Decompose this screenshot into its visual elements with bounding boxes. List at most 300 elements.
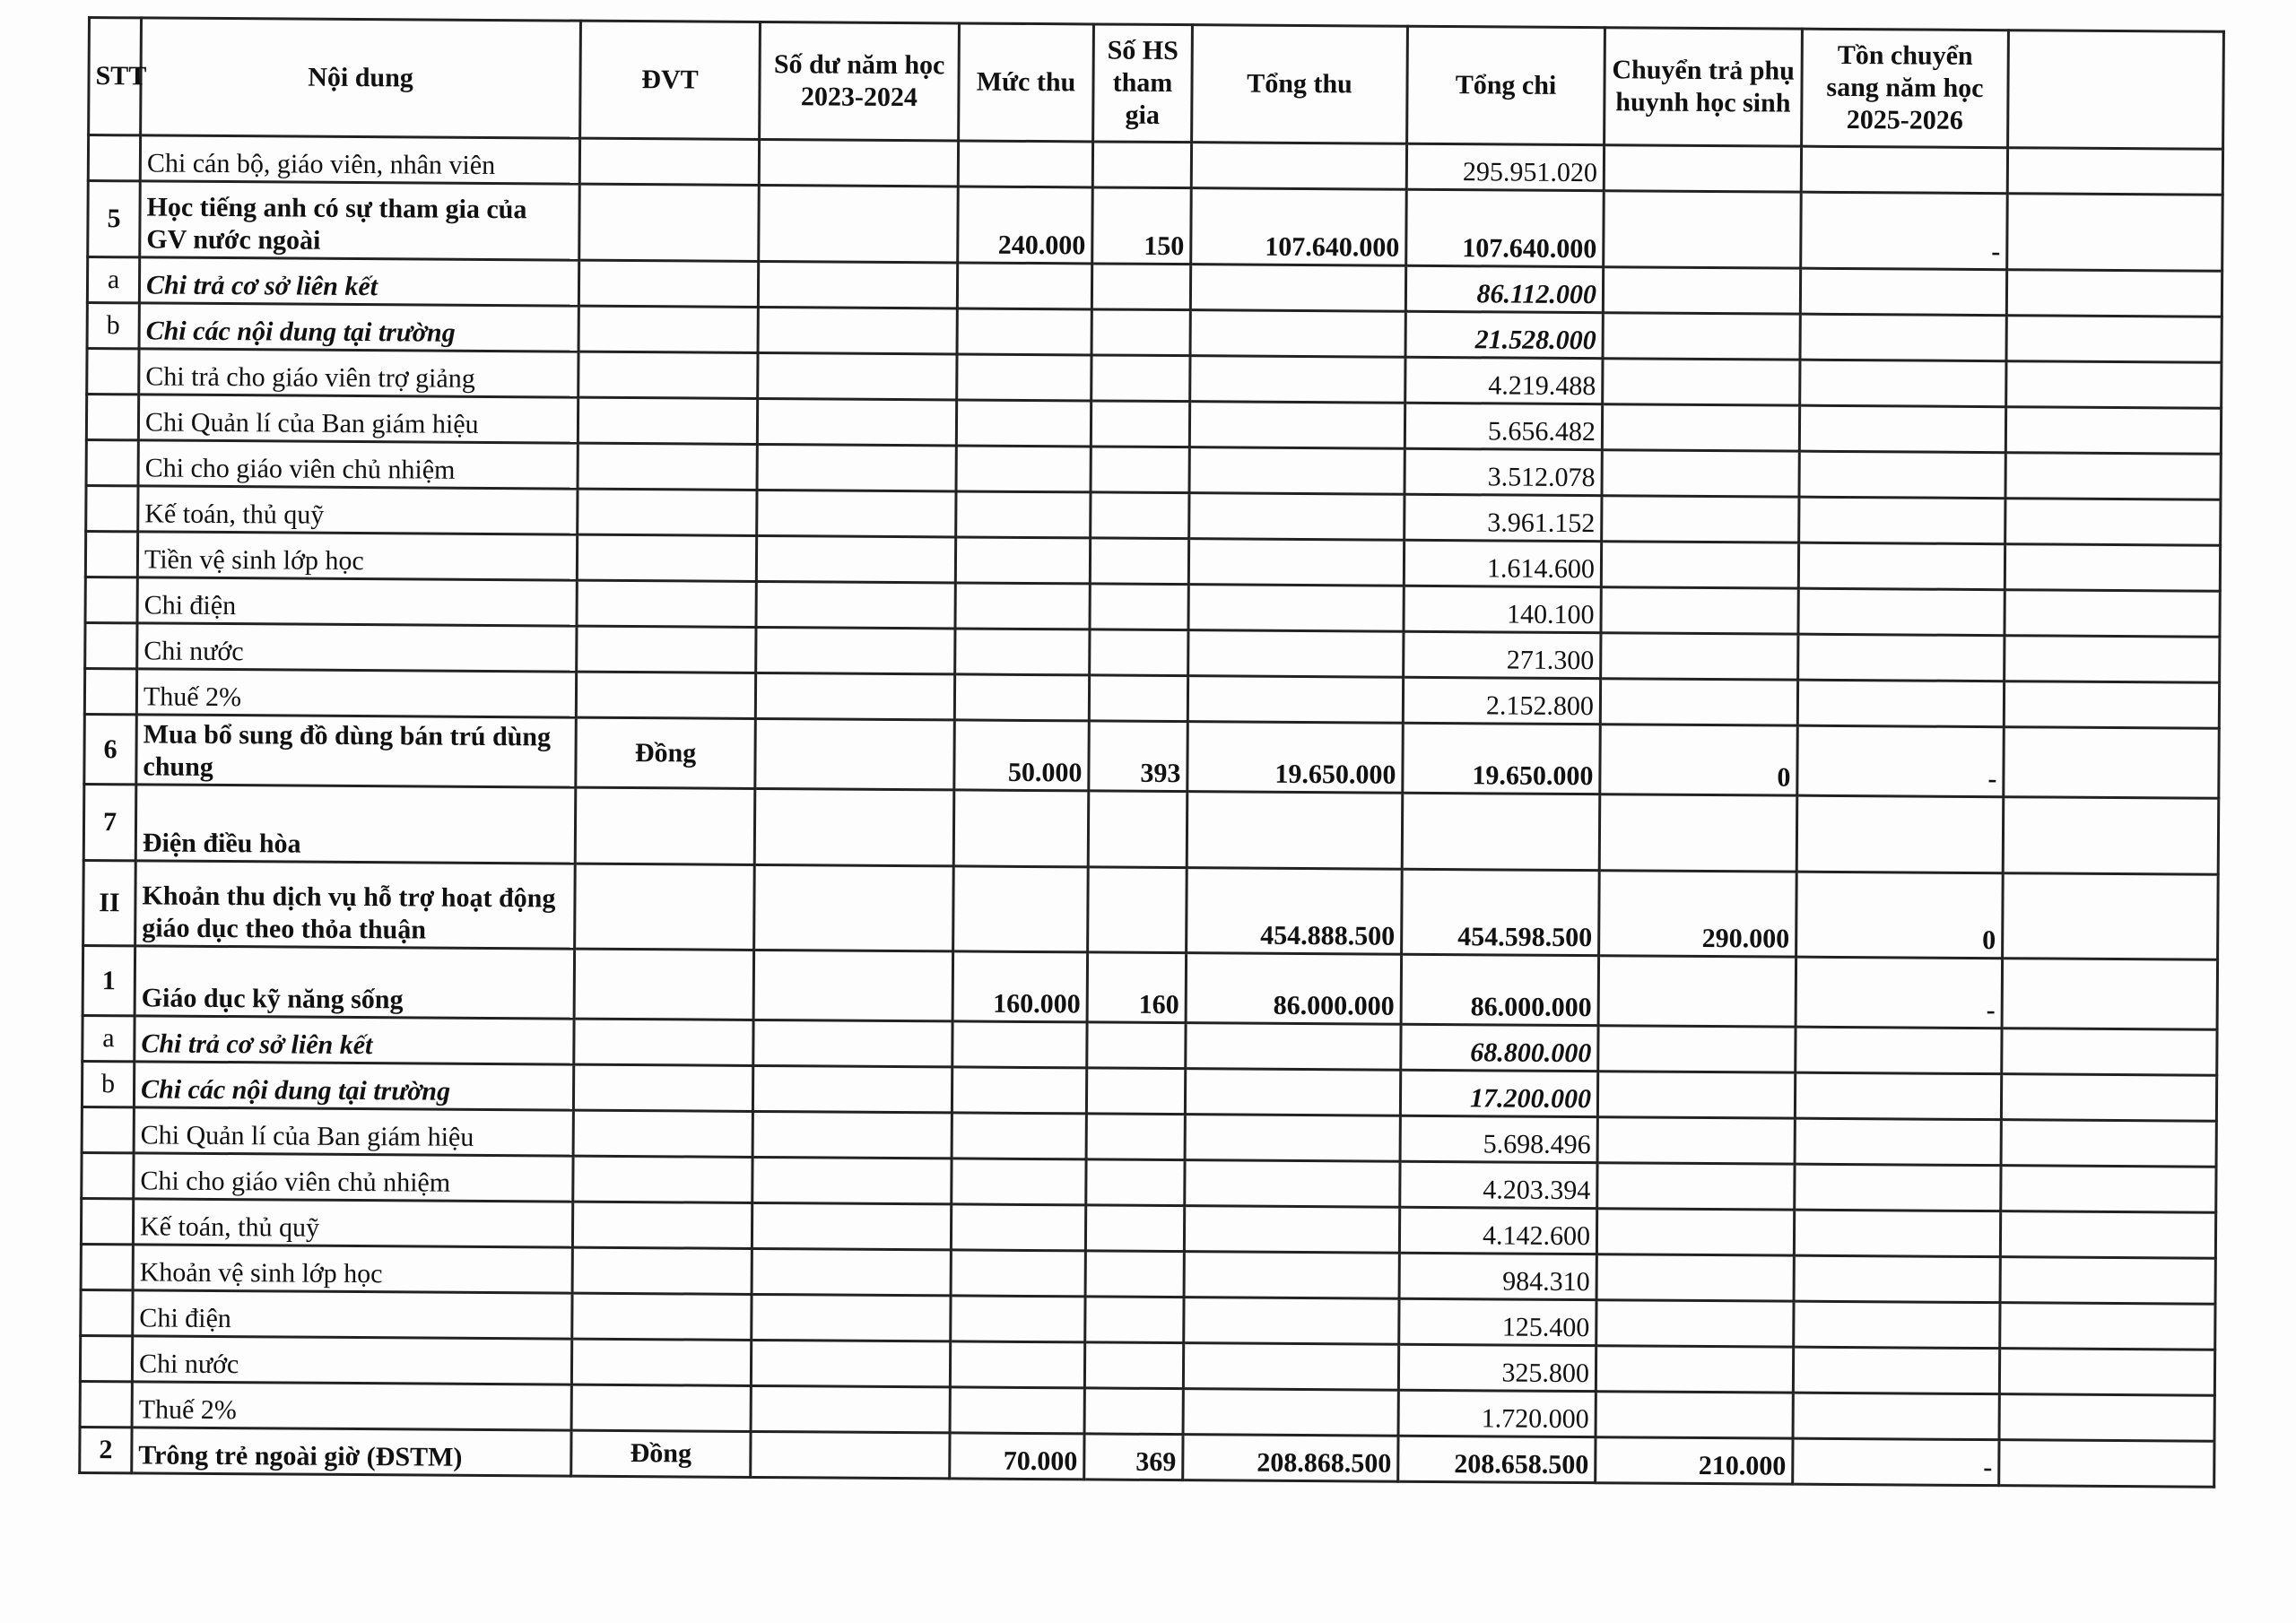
cell-so-hs — [1086, 1068, 1185, 1115]
cell-ton-chuyen — [1795, 1118, 2001, 1166]
cell-tong-thu: 86.000.000 — [1186, 953, 1402, 1025]
cell-tong-chi: 21.528.000 — [1405, 311, 1603, 358]
cell-content: Chi trả cho giáo viên trợ giảng — [139, 349, 578, 397]
cell-so-hs — [1091, 492, 1189, 539]
cell-ton-chuyen: 0 — [1796, 872, 2004, 959]
cell-tong-thu — [1185, 1115, 1400, 1162]
cell-chuyen-tra — [1599, 794, 1797, 872]
cell-so-du — [751, 1431, 950, 1478]
cell-extra — [2002, 1028, 2217, 1076]
cell-muc-thu — [957, 354, 1091, 401]
cell-dvt — [579, 138, 759, 185]
cell-tong-chi: 325.800 — [1398, 1344, 1596, 1391]
cell-so-hs — [1089, 675, 1187, 722]
cell-muc-thu — [952, 1067, 1086, 1114]
cell-content: Khoản thu dịch vụ hỗ trợ hoạt động giáo dục theo thỏa thuận — [135, 861, 576, 949]
cell-extra — [2002, 959, 2218, 1030]
cell-tong-thu — [1187, 792, 1403, 870]
cell-ton-chuyen: - — [1796, 957, 2003, 1028]
cell-tong-thu: 107.640.000 — [1191, 188, 1407, 266]
cell-so-du — [757, 444, 956, 490]
cell-extra — [1999, 1394, 2214, 1442]
cell-chuyen-tra — [1603, 359, 1800, 405]
cell-tong-thu — [1190, 356, 1405, 404]
cell-tong-chi: 295.951.020 — [1406, 143, 1604, 190]
table-header-row — [89, 18, 2224, 150]
cell-muc-thu — [955, 583, 1090, 629]
cell-stt: 7 — [83, 784, 136, 860]
cell-ton-chuyen: - — [1797, 725, 2005, 797]
cell-tong-chi: 86.000.000 — [1401, 954, 1599, 1025]
cell-muc-thu — [953, 790, 1089, 867]
cell-content: Chi các nội dung tại trường — [139, 303, 578, 352]
table-row — [83, 860, 2219, 959]
cell-dvt — [578, 260, 758, 307]
cell-extra — [2001, 1120, 2216, 1167]
cell-tong-chi — [1402, 793, 1600, 870]
cell-stt — [85, 622, 137, 668]
table-body — [80, 135, 2223, 1488]
cell-dvt — [572, 1293, 752, 1340]
cell-chuyen-tra — [1597, 1072, 1795, 1118]
cell-muc-thu — [953, 866, 1089, 952]
cell-so-hs — [1091, 401, 1189, 447]
cell-content: Chi trả cơ sở liên kết — [139, 257, 578, 306]
cell-so-du — [753, 950, 953, 1020]
cell-so-hs: 160 — [1087, 952, 1187, 1023]
cell-muc-thu — [954, 674, 1089, 721]
cell-extra — [2004, 681, 2219, 729]
cell-extra — [2005, 590, 2220, 638]
cell-ton-chuyen — [1793, 1347, 1999, 1394]
cell-content: Điện điều hòa — [135, 785, 576, 864]
cell-so-du — [758, 261, 957, 308]
header-chuyen-tra: Chuyển trả phụ huynh học sinh — [1605, 28, 1803, 146]
cell-dvt — [578, 352, 758, 398]
cell-dvt — [572, 1202, 752, 1248]
cell-tong-chi: 4.203.394 — [1400, 1161, 1597, 1208]
cell-tong-thu: 208.868.500 — [1183, 1435, 1398, 1482]
cell-so-hs — [1085, 1297, 1184, 1343]
cell-muc-thu — [958, 141, 1092, 187]
cell-tong-thu — [1190, 310, 1405, 358]
cell-so-du — [759, 139, 958, 186]
cell-tong-chi: 107.640.000 — [1406, 189, 1605, 266]
cell-muc-thu — [955, 537, 1090, 584]
cell-extra — [2000, 1257, 2215, 1305]
cell-tong-chi: 86.112.000 — [1405, 265, 1603, 312]
cell-ton-chuyen — [1795, 1164, 2001, 1211]
cell-tong-thu — [1189, 493, 1405, 541]
cell-so-hs — [1087, 1022, 1186, 1069]
cell-dvt — [578, 397, 757, 444]
cell-content: Giáo dục kỹ năng sống — [135, 946, 575, 1019]
cell-ton-chuyen — [1797, 680, 2004, 727]
cell-stt — [86, 485, 138, 531]
cell-so-du — [752, 1294, 951, 1341]
cell-stt — [86, 395, 138, 440]
cell-extra — [2000, 1303, 2215, 1350]
cell-muc-thu — [955, 629, 1090, 675]
cell-dvt — [575, 787, 755, 864]
cell-chuyen-tra — [1596, 1209, 1794, 1255]
cell-muc-thu — [957, 263, 1091, 309]
cell-extra — [1999, 1440, 2214, 1488]
cell-stt: a — [83, 1015, 135, 1061]
cell-chuyen-tra: 0 — [1600, 725, 1798, 795]
cell-tong-chi: 19.650.000 — [1403, 723, 1601, 794]
cell-tong-thu — [1186, 1023, 1401, 1071]
cell-muc-thu: 50.000 — [954, 720, 1090, 791]
cell-ton-chuyen — [1794, 1255, 2000, 1303]
cell-dvt: Đồng — [576, 717, 756, 788]
header-extra — [2008, 30, 2224, 150]
cell-stt — [82, 1152, 134, 1198]
cell-ton-chuyen — [1794, 1301, 2000, 1349]
header-muc-thu: Mức thu — [959, 23, 1094, 142]
cell-dvt — [577, 626, 756, 673]
cell-extra — [2005, 407, 2221, 455]
cell-content: Mua bổ sung đồ dùng bán trú dùng chung — [136, 715, 577, 787]
cell-dvt: Đồng — [571, 1430, 751, 1477]
cell-ton-chuyen — [1800, 314, 2006, 361]
cell-tong-thu — [1188, 585, 1404, 632]
cell-tong-chi: 2.152.800 — [1403, 677, 1600, 724]
cell-extra — [2005, 636, 2220, 683]
cell-dvt — [573, 1064, 752, 1111]
cell-muc-thu: 70.000 — [950, 1433, 1084, 1480]
cell-ton-chuyen — [1800, 268, 2006, 316]
cell-content: Kế toán, thủ quỹ — [133, 1199, 572, 1247]
cell-ton-chuyen — [1799, 451, 2005, 499]
cell-muc-thu — [956, 491, 1091, 538]
cell-chuyen-tra — [1596, 1254, 1794, 1301]
cell-muc-thu — [951, 1296, 1085, 1342]
cell-so-hs — [1092, 142, 1191, 188]
cell-content: Chi cho giáo viên chủ nhiệm — [134, 1153, 573, 1202]
cell-stt: a — [87, 257, 139, 303]
cell-ton-chuyen — [1801, 146, 2007, 194]
cell-ton-chuyen — [1799, 405, 2005, 453]
cell-so-hs: 150 — [1092, 187, 1192, 265]
cell-tong-chi: 17.200.000 — [1400, 1070, 1597, 1116]
cell-ton-chuyen — [1799, 497, 2005, 544]
cell-content: Thuế 2% — [132, 1382, 571, 1430]
cell-tong-chi: 208.658.500 — [1398, 1436, 1596, 1482]
cell-so-du — [757, 398, 956, 445]
cell-tong-chi: 125.400 — [1399, 1298, 1596, 1345]
cell-so-hs — [1088, 867, 1187, 953]
table-row — [83, 784, 2219, 874]
cell-dvt — [571, 1339, 751, 1385]
cell-so-du — [755, 673, 954, 719]
cell-chuyen-tra: 290.000 — [1599, 871, 1797, 957]
cell-so-du — [758, 352, 957, 399]
cell-chuyen-tra — [1604, 145, 1801, 192]
cell-muc-thu — [951, 1250, 1085, 1297]
cell-so-du — [756, 627, 955, 673]
header-dvt: ĐVT — [580, 21, 761, 139]
cell-so-hs — [1084, 1388, 1183, 1435]
cell-so-du — [751, 1340, 950, 1386]
cell-chuyen-tra — [1600, 679, 1797, 725]
cell-tong-thu — [1188, 539, 1404, 586]
cell-stt: b — [82, 1061, 134, 1107]
cell-muc-thu — [952, 1021, 1087, 1068]
header-stt: STT — [89, 18, 142, 135]
cell-tong-thu: 19.650.000 — [1187, 722, 1404, 794]
cell-muc-thu — [956, 400, 1091, 447]
cell-content: Chi cán bộ, giáo viên, nhân viên — [140, 135, 579, 184]
cell-stt — [80, 1381, 132, 1427]
cell-stt: 1 — [83, 945, 135, 1015]
cell-ton-chuyen — [1793, 1393, 1999, 1440]
cell-stt — [87, 349, 139, 395]
cell-extra — [2006, 316, 2222, 363]
header-ton-chuyen: Tồn chuyển sang năm học 2025-2026 — [1802, 29, 2009, 148]
cell-chuyen-tra — [1596, 1392, 1793, 1438]
cell-content: Kế toán, thủ quỹ — [138, 486, 578, 534]
cell-chuyen-tra — [1601, 542, 1798, 588]
cell-ton-chuyen — [1795, 1072, 2001, 1120]
cell-tong-chi: 140.100 — [1404, 586, 1601, 632]
cell-ton-chuyen — [1798, 634, 2005, 681]
cell-dvt — [573, 1156, 752, 1202]
cell-extra — [2007, 148, 2222, 195]
cell-dvt — [572, 1247, 752, 1294]
cell-content: Thuế 2% — [136, 669, 576, 717]
cell-chuyen-tra — [1601, 587, 1798, 634]
cell-ton-chuyen — [1796, 1027, 2002, 1074]
cell-extra — [2001, 1166, 2216, 1213]
cell-so-du — [756, 581, 955, 628]
cell-stt: II — [83, 860, 136, 945]
cell-tong-thu: 454.888.500 — [1187, 868, 1403, 955]
header-tong-chi: Tổng chi — [1407, 26, 1605, 144]
cell-content: Chi cho giáo viên chủ nhiệm — [138, 440, 578, 489]
cell-tong-chi: 1.720.000 — [1398, 1390, 1596, 1436]
cell-dvt — [574, 949, 754, 1020]
cell-so-du — [758, 307, 957, 353]
cell-so-du — [759, 185, 959, 262]
cell-stt — [81, 1289, 133, 1335]
cell-tong-thu — [1189, 402, 1405, 449]
cell-tong-chi: 454.598.500 — [1402, 869, 1600, 955]
cell-ton-chuyen: - — [1801, 192, 2008, 270]
cell-content: Chi trả cơ sở liên kết — [135, 1016, 574, 1064]
cell-dvt — [573, 1110, 752, 1157]
cell-tong-chi: 1.614.600 — [1404, 540, 1601, 586]
cell-tong-thu — [1184, 1298, 1399, 1345]
cell-tong-chi: 68.800.000 — [1401, 1024, 1598, 1071]
cell-so-hs — [1091, 355, 1190, 402]
cell-so-hs — [1090, 584, 1188, 630]
cell-tong-thu — [1190, 265, 1405, 312]
cell-chuyen-tra — [1601, 633, 1798, 680]
cell-tong-chi: 984.310 — [1399, 1253, 1596, 1299]
cell-muc-thu — [951, 1204, 1085, 1251]
budget-table — [78, 16, 2225, 1488]
cell-so-hs — [1090, 629, 1188, 676]
cell-ton-chuyen — [1798, 588, 2005, 636]
cell-muc-thu — [957, 308, 1091, 355]
cell-stt — [86, 439, 138, 485]
cell-chuyen-tra — [1602, 496, 1799, 542]
cell-muc-thu: 240.000 — [958, 187, 1093, 264]
cell-content: Khoản vệ sinh lớp học — [133, 1245, 572, 1293]
cell-muc-thu — [952, 1159, 1086, 1205]
cell-dvt — [578, 489, 757, 535]
cell-so-du — [754, 788, 954, 865]
cell-extra — [2005, 499, 2221, 546]
cell-content: Chi Quản lí của Ban giám hiệu — [134, 1107, 573, 1156]
cell-muc-thu — [952, 1113, 1086, 1159]
cell-so-hs — [1091, 447, 1189, 493]
cell-so-du — [754, 864, 954, 950]
cell-tong-thu — [1185, 1069, 1400, 1116]
cell-so-hs — [1091, 264, 1190, 310]
cell-extra — [2000, 1211, 2215, 1259]
cell-so-hs — [1090, 538, 1188, 585]
cell-chuyen-tra — [1603, 267, 1800, 314]
cell-tong-thu — [1188, 630, 1404, 678]
cell-extra — [2003, 797, 2219, 875]
cell-chuyen-tra — [1597, 1163, 1795, 1210]
cell-tong-thu — [1184, 1206, 1399, 1254]
cell-stt — [81, 1244, 133, 1289]
cell-tong-chi: 4.142.600 — [1399, 1207, 1596, 1254]
cell-dvt — [578, 443, 757, 490]
cell-dvt — [571, 1384, 751, 1431]
cell-chuyen-tra — [1598, 956, 1796, 1027]
cell-content: Học tiếng anh có sự tham gia của GV nước ngoài — [140, 181, 580, 260]
cell-so-du — [752, 1157, 952, 1203]
cell-chuyen-tra — [1598, 1026, 1796, 1072]
cell-content: Chi nước — [137, 623, 577, 672]
cell-so-du — [757, 490, 956, 536]
cell-content: Tiền vệ sinh lớp học — [137, 532, 577, 580]
cell-dvt — [578, 306, 758, 352]
cell-so-hs — [1085, 1251, 1184, 1298]
cell-tong-chi: 4.219.488 — [1405, 357, 1603, 404]
cell-ton-chuyen — [1800, 360, 2006, 407]
cell-extra — [2001, 1074, 2216, 1122]
cell-ton-chuyen — [1796, 795, 2004, 873]
cell-stt: 6 — [84, 714, 137, 784]
cell-stt — [85, 531, 137, 577]
cell-stt — [82, 1107, 134, 1152]
cell-so-du — [752, 1202, 951, 1249]
cell-so-hs — [1091, 309, 1190, 356]
header-tong-thu: Tổng thu — [1192, 25, 1408, 144]
cell-extra — [2006, 361, 2222, 409]
cell-stt: 5 — [88, 181, 141, 257]
cell-chuyen-tra — [1602, 450, 1799, 497]
cell-so-du — [751, 1385, 950, 1432]
cell-so-hs — [1084, 1342, 1183, 1389]
cell-stt — [85, 577, 137, 622]
cell-so-du — [752, 1248, 951, 1295]
cell-chuyen-tra — [1597, 1117, 1795, 1164]
cell-so-hs — [1088, 791, 1187, 868]
cell-content: Chi nước — [132, 1336, 571, 1384]
cell-tong-thu — [1187, 676, 1403, 724]
cell-ton-chuyen: - — [1793, 1438, 1999, 1486]
cell-dvt — [575, 864, 755, 950]
cell-extra — [2003, 873, 2219, 960]
cell-chuyen-tra — [1596, 1300, 1794, 1347]
cell-muc-thu — [956, 446, 1091, 492]
cell-chuyen-tra: 210.000 — [1596, 1437, 1793, 1484]
cell-tong-thu — [1183, 1389, 1398, 1436]
cell-so-hs: 369 — [1084, 1434, 1183, 1480]
cell-tong-chi: 3.512.078 — [1405, 448, 1602, 495]
cell-stt — [80, 1335, 132, 1381]
cell-tong-chi: 5.698.496 — [1400, 1115, 1597, 1162]
header-so-du: Số dư năm học 2023-2024 — [760, 22, 960, 140]
cell-stt: 2 — [80, 1427, 132, 1472]
cell-stt — [88, 135, 140, 181]
cell-extra — [2005, 453, 2221, 500]
cell-ton-chuyen — [1794, 1210, 2000, 1257]
cell-so-hs — [1086, 1159, 1185, 1206]
cell-extra — [1999, 1349, 2214, 1396]
cell-so-du — [756, 535, 955, 582]
cell-so-du — [752, 1111, 952, 1158]
cell-tong-thu — [1189, 447, 1405, 495]
cell-so-du — [753, 1020, 952, 1066]
cell-tong-thu — [1184, 1252, 1399, 1299]
cell-tong-thu — [1191, 143, 1406, 190]
cell-stt: b — [87, 303, 139, 349]
cell-so-du — [755, 718, 955, 789]
cell-content: Chi điện — [133, 1290, 572, 1339]
cell-tong-chi: 3.961.152 — [1405, 494, 1602, 541]
cell-content: Chi điện — [137, 577, 577, 626]
cell-so-du — [752, 1065, 952, 1112]
cell-dvt — [577, 534, 756, 581]
cell-stt — [81, 1198, 133, 1244]
cell-so-hs — [1085, 1205, 1184, 1252]
cell-chuyen-tra — [1604, 191, 1802, 268]
cell-tong-thu — [1185, 1160, 1400, 1208]
cell-stt — [84, 668, 136, 714]
cell-content: Chi Quản lí của Ban giám hiệu — [138, 395, 578, 443]
cell-so-hs: 393 — [1089, 721, 1188, 792]
cell-chuyen-tra — [1602, 404, 1799, 451]
cell-extra — [2005, 544, 2220, 592]
cell-dvt — [577, 580, 756, 627]
cell-chuyen-tra — [1596, 1346, 1793, 1393]
header-noi-dung: Nội dung — [141, 18, 581, 138]
cell-extra — [2006, 270, 2222, 317]
cell-dvt — [576, 672, 755, 718]
cell-content: Chi các nội dung tại trường — [134, 1062, 573, 1110]
cell-tong-chi: 271.300 — [1404, 631, 1601, 678]
cell-muc-thu: 160.000 — [952, 951, 1088, 1022]
cell-muc-thu — [950, 1387, 1084, 1434]
cell-ton-chuyen — [1798, 542, 2005, 590]
cell-dvt — [574, 1019, 753, 1065]
cell-chuyen-tra — [1603, 313, 1800, 360]
cell-extra — [2007, 194, 2223, 272]
cell-tong-thu — [1183, 1343, 1398, 1391]
cell-extra — [2004, 727, 2220, 799]
table-row — [88, 181, 2223, 272]
cell-dvt — [579, 184, 760, 261]
cell-so-hs — [1086, 1114, 1185, 1160]
cell-content: Trông trẻ ngoài giờ (ĐSTM) — [132, 1428, 571, 1476]
